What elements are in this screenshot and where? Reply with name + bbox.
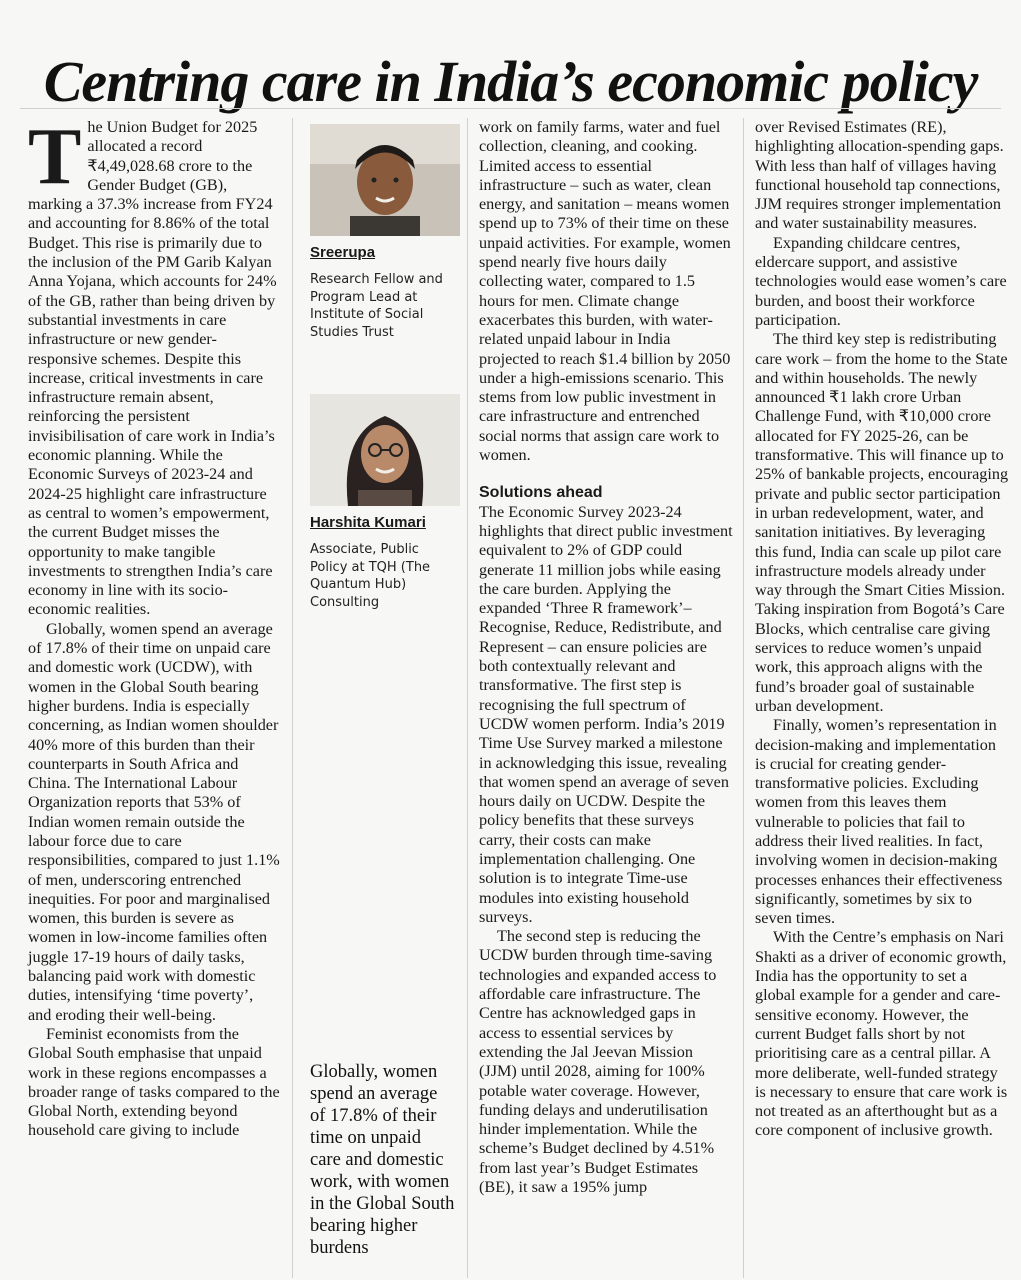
section-heading: Solutions ahead	[479, 484, 603, 502]
author-card-harshita-kumari	[310, 394, 460, 611]
author-photo	[310, 124, 460, 236]
paragraph: The Union Budget for 2025 allocated a record ₹4,49,028.68 crore to the Gender Budget (GB), marking a 37.3% increase from FY24 and accounting for 8.86% of the total Budget. This rise is primarily due to the inclusion of the PM Garib Kalyan Anna Yojana, which accounts for 24% of the GB, rather than being driven by substantial investments in care infrastructure or new gender-responsive schemes. Despite this increase, critical investments in care infrastructure remain absent, reinforcing the persistent invisibilisation of care work in India’s economic planning. While the Economic Surveys of 2023-24 and 2024-25 highlight care infrastructure as central to women’s empowerment, the current Budget misses the opportunity to make tangible investments to strengthen India’s care economy in line with its socio-economic realities.	[28, 113, 277, 619]
dropcap: T	[28, 113, 82, 201]
paragraph: The third key step is redistributing care work – from the home to the State and within households. The newly announced ₹1 lakh crore Urban Challenge Fund, with ₹10,000 crore allocated for FY 2025-26, can be transformative. This will finance up to 25% of bankable projects, encouraging private and public sector participation in urban redevelopment, water, and sanitation initiatives. By leveraging this fund, India can scale up pilot care infrastructure models already under way through the Smart Cities Mission. Taking inspiration from Bogotá’s Care Blocks, which centralise care giving services to reduce women’s unpaid work, this approach aligns with the fund’s broader goal of sustainable urban development.	[755, 330, 1009, 715]
author-role: Research Fellow and Program Lead at Institute of Social Studies Trust	[310, 272, 443, 340]
headline: Centring care in India’s economic policy	[43, 48, 978, 114]
paragraph: Finally, women’s representation in decision-making and implementation is crucial for creating gender-transformative policies. Excluding women from this leaves them vulnerable to policies that fail to address their lived realities. In fact, involving women in decision-making processes enhances their effectiveness significantly, sometimes by six to seven times.	[755, 716, 1003, 928]
author-role: Associate, Public Policy at TQH (The Quantum Hub) Consulting	[310, 542, 431, 610]
paragraph: Expanding childcare centres, eldercare support, and assistive technologies would ease women’s care burden, and boost their workforce participation.	[755, 233, 1007, 329]
author-name: Sreerupa	[310, 244, 376, 261]
column-divider	[743, 118, 744, 1278]
paragraph: work on family farms, water and fuel collection, cleaning, and cooking. Limited access to essential infrastructure – such as water, clean energy, and sanitation – means women spend up to 73% of their time on these unpaid activities. For example, women spend nearly five hours daily collecting water, compared to 1.5 hours for men. Climate change exacerbates this burden, with water-related unpaid labour in India projected to reach $1.4 billion by 2050 under a high-emissions scenario. This stems from low public investment in care infrastructure and entrenched social norms that assign care work to women.	[479, 118, 731, 465]
author-name: Harshita Kumari	[310, 514, 426, 531]
paragraph: The second step is reducing the UCDW burden through time-saving technologies and expanded access to affordable care infrastructure. The Centre has acknowledged gaps in access to essential services by extending the Jal Jeevan Mission (JJM) until 2028, aiming for 100% potable water coverage. However, funding delays and underutilisation hinder implementation. While the scheme’s Budget declined by 4.51% from last year’s Budget Estimates (BE), it saw a 195% jump	[479, 927, 717, 1197]
paragraph: With the Centre’s emphasis on Nari Shakti as a driver of economic growth, India has the opportunity to set a global example for a gender and care-sensitive economy. However, the current Budget falls short by not prioritising care as a central pillar. A more deliberate, well-funded strategy is necessary to ensure that care work is not treated as an afterthought but as a core component of inclusive growth.	[755, 928, 1008, 1140]
article-column-4	[755, 118, 1009, 1141]
paragraph: The Economic Survey 2023-24 highlights that direct public investment equivalent to 2% of GDP could generate 11 million jobs while easing the care burden. Applying the expanded ‘Three R framework’–Recognise, Reduce, Redistribute, and Represent – can ensure policies are both contextually relevant and transformative. The first step is recognising the full spectrum of UCDW women perform. India’s 2019 Time Use Survey marked a milestone in acknowledging this issue, revealing that women spend an average of seven hours daily on UCDW. Despite the policy benefits that these surveys carry, their costs can make implementation challenging. One solution is to integrate Time-use modules into existing household surveys.	[479, 502, 733, 926]
column-divider	[467, 118, 468, 1278]
paragraph: Globally, women spend an average of 17.8% of their time on unpaid care and domestic work (UCDW), with women in the Global South bearing higher burdens. India is especially concerning, as Indian women shoulder 40% more of this burden than their counterparts in South Africa and China. The International Labour Organization reports that 53% of Indian women remain outside the labour force due to care responsibilities, compared to just 1.1% of men, underscoring entrenched inequities. For poor and marginalised women, this burden is severe as women in low-income families often juggle 17-19 hours of daily tasks, balancing paid work with domestic duties, intensifying ‘time poverty’, and eroding their well-being.	[28, 619, 280, 1024]
article-column-1	[28, 113, 280, 1141]
author-photo	[310, 394, 460, 506]
top-divider	[20, 108, 1001, 109]
article-column-3	[479, 118, 733, 1197]
column-divider	[292, 118, 293, 1278]
pull-quote: Globally, women spend an average of 17.8% of their time on unpaid care and domestic work, with women in the Global South bearing higher burdens	[310, 1062, 455, 1258]
author-card-sreerupa	[310, 124, 460, 341]
paragraph: over Revised Estimates (RE), highlighting allocation-spending gaps. With less than half of villages having functional household tap connections, JJM requires stronger implementation and water sustainability measures.	[755, 118, 1004, 233]
paragraph: Feminist economists from the Global South emphasise that unpaid work in these regions encompasses a broader range of tasks compared to the Global North, extending beyond household care giving to include	[28, 1024, 280, 1140]
